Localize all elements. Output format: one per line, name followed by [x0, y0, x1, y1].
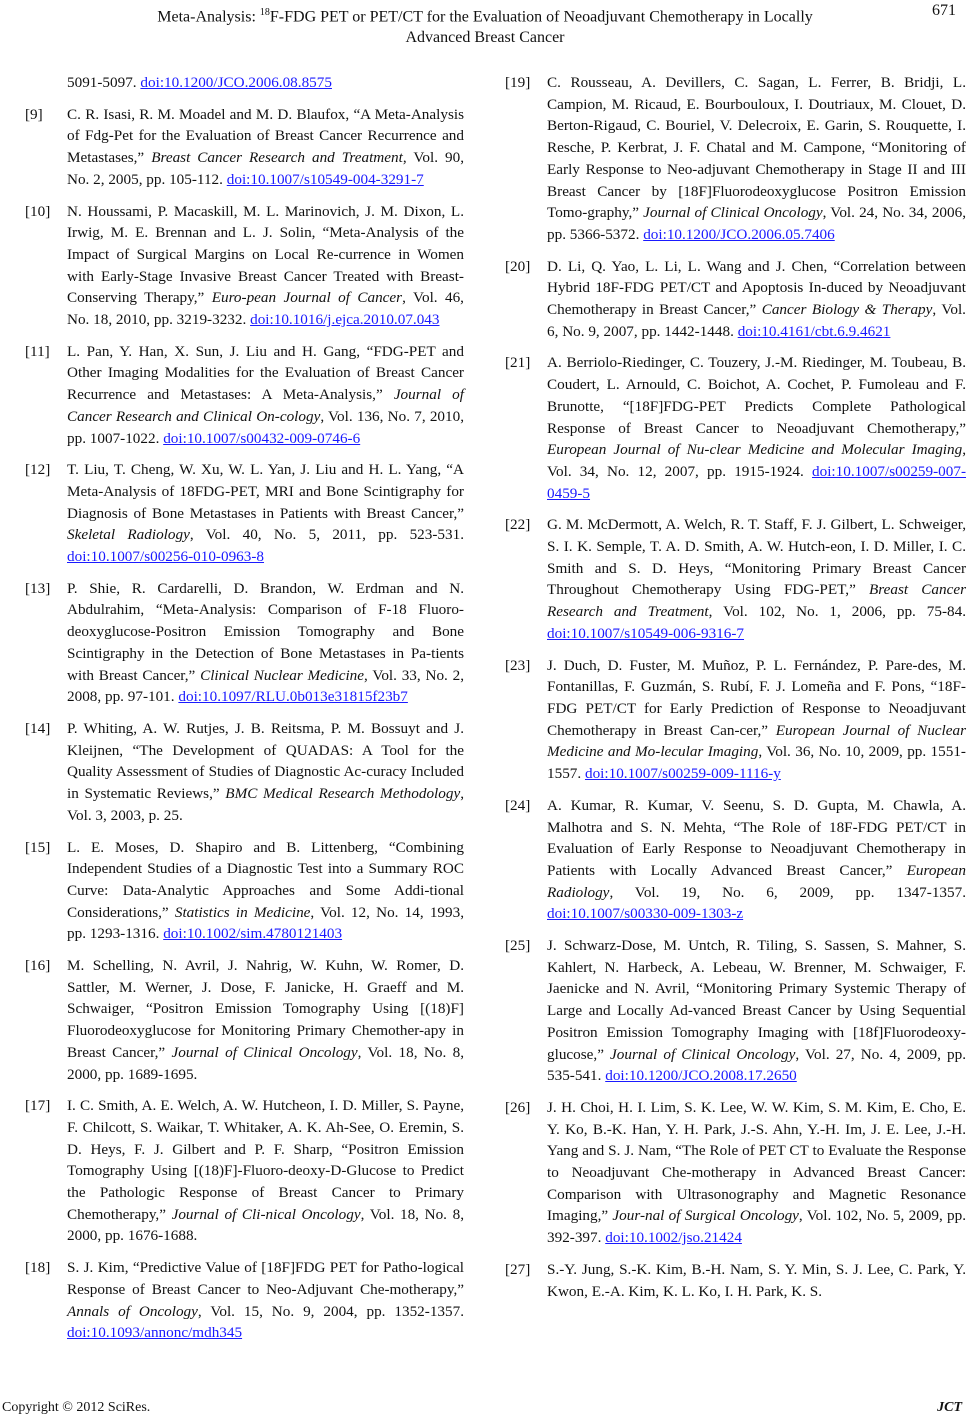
reference-item	[25, 1095, 464, 1247]
reference-list-left	[25, 104, 464, 1344]
doi-link[interactable]: doi:10.1097/RLU.0b013e31815f23b7	[178, 688, 408, 706]
reference-number: [21]	[505, 354, 531, 372]
journal-title: Journal of Clinical Oncology	[610, 1045, 796, 1063]
reference-number: [19]	[505, 74, 531, 91]
reference-number: [25]	[505, 937, 531, 955]
running-header-line1	[60, 2, 910, 27]
reference-item	[505, 72, 966, 246]
reference-text: L. E. Moses, D. Shapiro and B. Littenberg, “Combining Independent Studies of a Diagnostic Test into a Summary ROC Curve: Data-Analytic Approaches and Some Addi-tional Considerations,”	[67, 838, 464, 921]
reference-text: , Vol. 27, No. 4, 2009, pp. 535-541.	[547, 1045, 966, 1085]
reference-item	[25, 201, 464, 331]
reference-text: D. Li, Q. Yao, L. Li, L. Wang and J. Chen, “Correlation between Hybrid 18F-FDG PET/CT and Apoptosis In-duced by Neoadjuvant Chemotherapy in Breast Cancer,”	[547, 257, 966, 319]
journal-title: Jour-nal of Surgical Oncology	[612, 1207, 799, 1225]
reference-number: [12]	[25, 461, 51, 479]
reference-text: 5091-5097.	[67, 74, 141, 91]
reference-item	[505, 256, 966, 343]
reference-text: , Vol. 3, 2003, p. 25.	[67, 785, 464, 824]
reference-item	[25, 718, 464, 827]
reference-text: , Vol. 102, No. 5, 2009, pp. 392-397.	[547, 1207, 967, 1247]
reference-item	[505, 352, 966, 504]
journal-title: European Journal of Nu-clear Medicine and Molecular Imaging	[547, 441, 963, 459]
reference-number: [24]	[505, 796, 531, 814]
reference-text: , Vol. 33, No. 2, 2008, pp. 97-101.	[67, 666, 465, 706]
reference-text: M. Schelling, N. Avril, J. Nahrig, W. Kuhn, W. Romer, D. Sattler, M. Werner, J. Dose, F. Janicke, H. Graeff and M. Schwaiger, “Positron Emission Tomography Using [(18)F] Fluorodeoxyglucose for Monitoring Primary Chemother-apy in Breast Cancer,”	[67, 957, 464, 1061]
reference-item	[25, 837, 464, 946]
reference-number: [22]	[505, 516, 531, 534]
reference-number: [14]	[25, 719, 51, 737]
reference-number: [23]	[505, 656, 531, 674]
reference-text: , Vol. 18, No. 8, 2000, pp. 1676-1688.	[67, 1205, 464, 1245]
doi-link[interactable]: doi:10.1007/s00256-010-0963-8	[67, 548, 265, 566]
reference-number: [10]	[25, 202, 51, 220]
reference-text: , Vol. 102, No. 1, 2006, pp. 75-84.	[708, 603, 966, 621]
journal-title: Statistics in Medicine	[174, 903, 311, 921]
journal-title: Clinical Nuclear Medicine	[200, 666, 365, 684]
journal-title: Euro-pean Journal of Cancer	[211, 289, 403, 307]
doi-link[interactable]: doi:10.1002/sim.4780121403	[163, 925, 343, 943]
reference-text: J. H. Choi, H. I. Lim, S. K. Lee, W. W. Kim, S. M. Kim, E. Cho, E. Y. Ko, B.-K. Han, Y. H. Park, J.-S. Ahn, Y.-H. Im, J. E. Lee, J.-H. Yang and S. J. Nam, “The Role of PET CT to Evaluate the Response to Neoadjuvant Che-motherapy in Advanced Breast Cancer: Comparison with Ultrasonography and Magnetic Resonance Imaging,”	[547, 1098, 966, 1225]
reference-number: [9]	[25, 105, 43, 123]
reference-number: [18]	[25, 1259, 51, 1277]
reference-item	[505, 935, 966, 1087]
reference-text: , Vol. 34, No. 12, 2007, pp. 1915-1924.	[547, 441, 966, 480]
reference-number: [17]	[25, 1097, 51, 1115]
doi-link[interactable]: doi:10.4161/cbt.6.9.4621	[737, 322, 891, 340]
reference-text: , Vol. 18, No. 8, 2000, pp. 1689-1695.	[67, 1043, 465, 1083]
journal-title: Journal of Clinical Oncology	[643, 204, 823, 222]
reference-item	[25, 459, 464, 568]
doi-link[interactable]: doi:10.1007/s00259-007-0459-5	[547, 462, 966, 502]
reference-item	[505, 655, 966, 785]
doi-link[interactable]: doi:10.1007/s00330-009-1303-z	[547, 905, 744, 923]
reference-item	[25, 104, 464, 191]
reference-text: , Vol. 12, No. 14, 1993, pp. 1293-1316.	[67, 903, 465, 943]
reference-text: , Vol. 90, No. 2, 2005, pp. 105-112.	[67, 149, 464, 188]
doi-link[interactable]: doi:10.1007/s00259-009-1116-y	[584, 765, 781, 783]
journal-title: Journal of Clinical Oncology	[171, 1043, 358, 1061]
running-header	[60, 2, 910, 48]
reference-text: , Vol. 15, No. 9, 2004, pp. 1352-1357.	[197, 1302, 465, 1320]
doi-link[interactable]: doi:10.1200/JCO.2006.08.8575	[140, 74, 332, 91]
doi-link[interactable]: doi:10.1016/j.ejca.2010.07.043	[250, 311, 440, 329]
doi-link[interactable]: doi:10.1007/s00432-009-0746-6	[163, 429, 361, 447]
reference-item	[25, 1257, 464, 1344]
journal-title: European Radiology	[547, 861, 966, 901]
page-number: 671	[932, 2, 956, 19]
reference-text: I. C. Smith, A. E. Welch, A. W. Hutcheon, I. D. Miller, S. Payne, F. Chilcott, S. Waikar, T. Whitaker, A. K. Ah-See, O. Eremin, S. D. Heys, F. J. Gilbert and P. F. Sharp, “Positron Emission Tomography Using [(18)F]-Fluoro-deoxy-D-Glucose to Predict the Pathologic Response of Breast Cancer to Primary Chemotherapy,”	[67, 1097, 464, 1223]
doi-link[interactable]: doi:10.1093/annonc/mdh345	[67, 1324, 243, 1342]
journal-title: Journal of Cli-nical Oncology	[171, 1205, 361, 1223]
header-text: F-FDG PET or PET/CT for the Evaluation of Neoadjuvant Chemotherapy in Locally	[269, 8, 813, 26]
reference-text: A. Berriolo-Riedinger, C. Touzery, J.-M. Riedinger, M. Toubeau, B. Coudert, L. Arnould, C. Boichot, A. Cochet, P. Fumoleau and F. Brunotte, “[18F]FDG-PET Predicts Complete Pathological Response of Breast Cancer to Neoadjuvant Chemotherapy,”	[547, 354, 966, 437]
journal-title: Breast Cancer Research and Treatment	[151, 149, 403, 167]
journal-title: BMC Medical Research Methodology	[225, 785, 461, 803]
reference-item	[505, 514, 966, 644]
journal-abbrev: JCT	[937, 1400, 962, 1415]
reference-text: S.-Y. Jung, S.-K. Kim, B.-H. Nam, S. Y. Min, S. J. Lee, C. Park, Y. Kwon, E.-A. Kim, K. L. Ko, I. H. Park, K. S.	[547, 1260, 966, 1300]
right-column	[505, 72, 966, 1312]
doi-link[interactable]: doi:10.1002/jso.21424	[605, 1229, 742, 1247]
doi-link[interactable]: doi:10.1007/s10549-006-9316-7	[547, 624, 745, 642]
reference-text: P. Whiting, A. W. Rutjes, J. B. Reitsma, P. M. Bossuyt and J. Kleijnen, “The Development of QUADAS: A Tool for the Quality Assessment of Studies of Diagnostic Ac-curacy Included in Systematic Reviews,”	[67, 719, 464, 803]
reference-text: T. Liu, T. Cheng, W. Xu, W. L. Yan, J. Liu and H. L. Yang, “A Meta-Analysis of 18FDG-PET, MRI and Bone Scintigraphy for Diagnosis of Bone Metastases in Patients with Breast Cancer,”	[67, 461, 464, 522]
reference-number: [20]	[505, 257, 531, 275]
reference-item	[505, 795, 966, 925]
reference-item	[505, 1097, 966, 1249]
reference-text: J. Schwarz-Dose, M. Untch, R. Tiling, S. Sassen, S. Mahner, S. Kahlert, N. Harbeck, A. Lebeau, W. Brenner, M. Schwaiger, F. Jaenicke and N. Avril, “Monitoring Primary Systemic Therapy of Large and Locally Ad-vanced Breast Cancer by Using Sequential Positron Emission Tomography Imaging with [18f]Fluorodeoxy-glucose,”	[547, 937, 966, 1063]
doi-link[interactable]: doi:10.1200/JCO.2006.05.7406	[643, 225, 835, 243]
reference-text: , Vol. 6, No. 9, 2007, pp. 1442-1448.	[547, 301, 966, 340]
copyright: Copyright © 2012 SciRes.	[2, 1400, 151, 1415]
journal-title: Cancer Biology & Therapy	[761, 301, 933, 319]
reference-number: [15]	[25, 838, 51, 856]
continued-reference	[25, 72, 464, 94]
journal-title: Skeletal Radiology	[67, 526, 190, 544]
reference-text: A. Kumar, R. Kumar, V. Seenu, S. D. Gupta, M. Chawla, A. Malhotra and S. N. Mehta, “The Role of 18F-FDG PET/CT in Evaluation of Early Response to Neoadjuvant Chemotherapy in Patients with Locally Advanced Breast Cancer,”	[547, 796, 966, 879]
journal-title: Annals of Oncology	[67, 1302, 198, 1320]
reference-item	[25, 955, 464, 1085]
reference-number: [13]	[25, 579, 51, 597]
reference-number: [11]	[25, 342, 50, 360]
reference-list-right	[505, 72, 966, 1302]
left-column	[25, 72, 464, 1354]
reference-number: [27]	[505, 1260, 531, 1278]
reference-text: , Vol. 36, No. 10, 2009, pp. 1551-1557.	[547, 743, 966, 783]
reference-text: C. Rousseau, A. Devillers, C. Sagan, L. Ferrer, B. Bridji, L. Campion, M. Ricaud, E. Bourbouloux, I. Doutriaux, M. Clouet, D. Berton-Rigaud, C. Bouriel, V. Delecroix, E. Garin, S. Rouquette, I. Resche, P. Kerbrat, J. F. Chatal and M. Campone, “Monitoring of Early Response to Neo-adjuvant Chemotherapy in Stage II and III Breast Cancer by [18F]Fluorodeoxyglucose Positron Emission Tomo-graphy,”	[547, 74, 966, 222]
reference-text: , Vol. 19, No. 6, 2009, pp. 1347-1357.	[609, 883, 966, 901]
reference-text: S. J. Kim, “Predictive Value of [18F]FDG PET for Patho-logical Response of Breast Cancer to Neo-Adjuvant Che-motherapy,”	[67, 1259, 464, 1298]
header-text: Meta-Analysis:	[157, 8, 260, 26]
reference-text: J. Duch, D. Fuster, M. Muñoz, P. L. Fernández, P. Pare-des, M. Fontanillas, F. Guzmán, S. Rubí, F. J. Lomeña and F. Pons, “18F-FDG PET/CT for Early Prediction of Response to Neoadjuvant Chemotherapy in Breast Can-cer,”	[547, 656, 966, 739]
doi-link[interactable]: doi:10.1007/s10549-004-3291-7	[226, 170, 424, 188]
reference-text: , Vol. 24, No. 34, 2006, pp. 5366-5372.	[547, 204, 967, 243]
doi-link[interactable]: doi:10.1200/JCO.2008.17.2650	[605, 1067, 797, 1085]
running-header-line2: Advanced Breast Cancer	[405, 29, 565, 47]
reference-text: C. R. Isasi, R. M. Moadel and M. D. Blaufox, “A Meta-Analysis of Fdg-Pet for the Evaluation of Breast Cancer Recurrence and Metastases,”	[67, 105, 464, 167]
reference-item	[505, 1259, 966, 1302]
reference-text: N. Houssami, P. Macaskill, M. L. Marinovich, J. M. Dixon, L. Irwig, M. E. Brennan and L. J. Solin, “Meta-Analysis of the Impact of Surgical Margins on Local Re-currence in Women with Early-Stage Invasive Breast Cancer Treated with Breast-Conserving Therapy,”	[67, 202, 464, 307]
reference-text: , Vol. 46, No. 18, 2010, pp. 3219-3232.	[67, 289, 464, 329]
reference-text: , Vol. 136, No. 7, 2010, pp. 1007-1022.	[67, 407, 464, 447]
journal-title: European Journal of Nuclear Medicine and Mo-lecular Imaging	[547, 721, 967, 761]
journal-title: Journal of Cancer Research and Clinical On-cology	[67, 386, 464, 425]
journal-title: Breast Cancer Research and Treatment	[547, 581, 966, 621]
reference-number: [16]	[25, 957, 51, 975]
reference-text: P. Shie, R. Cardarelli, D. Brandon, W. Erdman and N. Abdulrahim, “Meta-Analysis: Comparison of F-18 Fluoro-deoxyglucose-Positron Emission Tomography and Bone Scintigraphy in the Detection of Bone Metastases in Pa-tients with Breast Cancer,”	[67, 579, 464, 684]
header-superscript: 18	[259, 7, 270, 18]
reference-text: L. Pan, Y. Han, X. Sun, J. Liu and H. Gang, “FDG-PET and Other Imaging Modalities for the Evaluation of Breast Cancer Recurrence and Metastases: A Meta-Analysis,”	[67, 342, 464, 404]
reference-item	[25, 341, 464, 450]
reference-number: [26]	[505, 1098, 531, 1116]
reference-item	[25, 578, 464, 708]
reference-text: G. M. McDermott, A. Welch, R. T. Staff, F. J. Gilbert, L. Schweiger, S. I. K. Semple, T. A. D. Smith, A. W. Hutch-eon, I. D. Miller, I. C. Smith and S. D. Heys, “Monitoring Primary Breast Cancer Throughout Chemotherapy Using FDG-PET,”	[547, 516, 966, 599]
reference-text: , Vol. 40, No. 5, 2011, pp. 523-531.	[189, 526, 464, 544]
